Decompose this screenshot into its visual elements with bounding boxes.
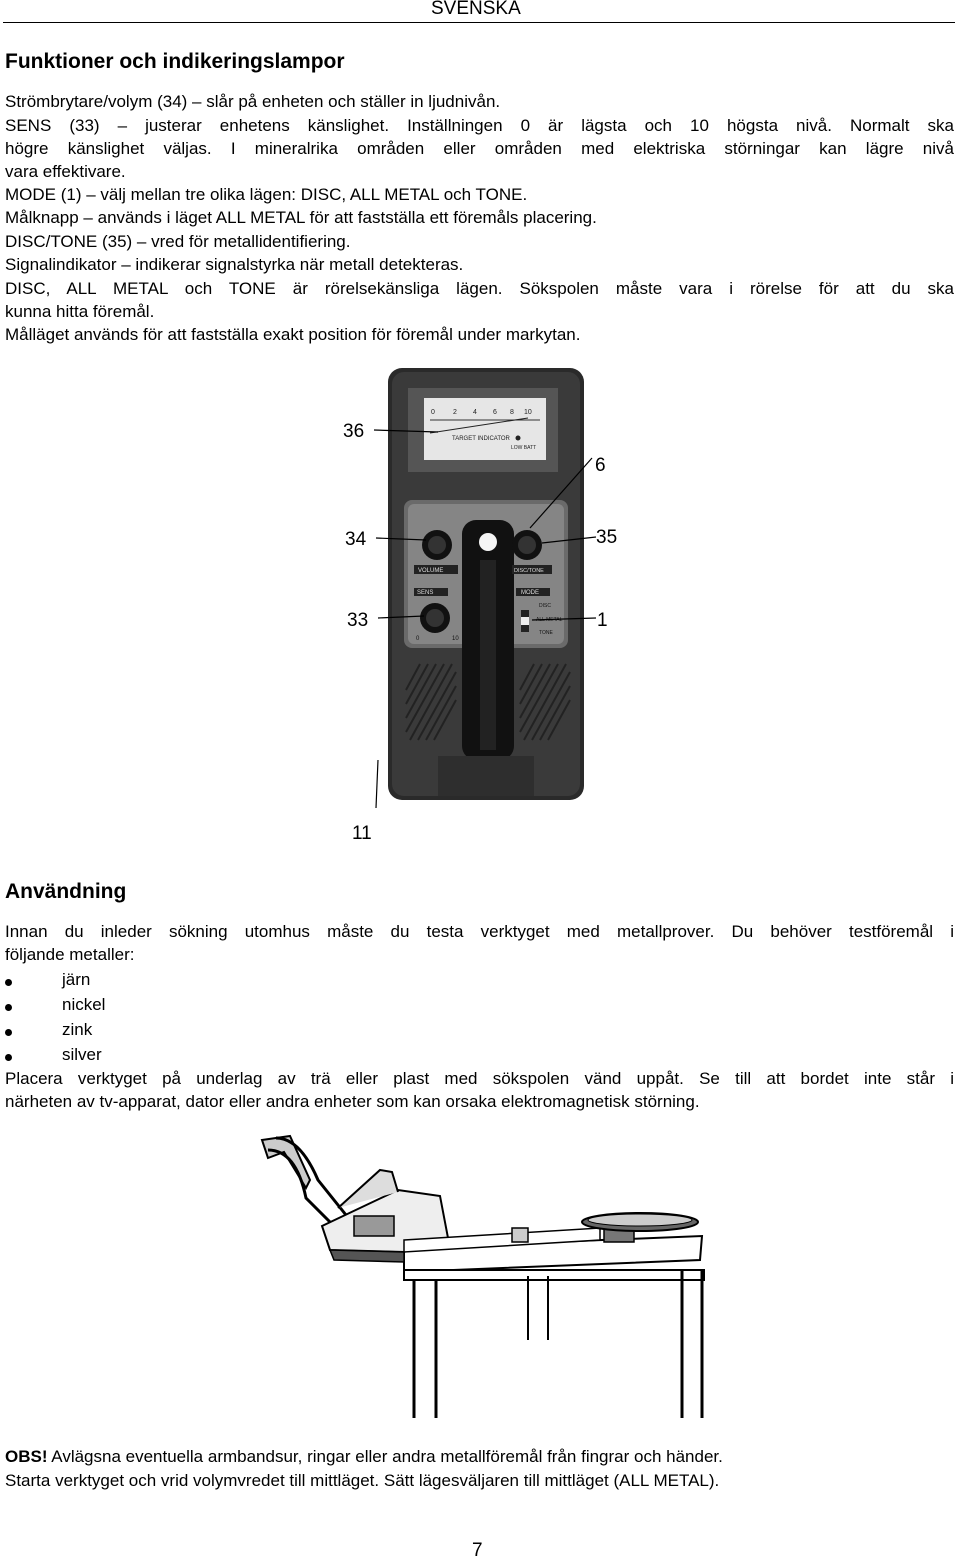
page-number: 7: [472, 1540, 483, 1561]
callout-35: 35: [596, 527, 618, 548]
text-line: Placera verktyget på underlag av trä eller plast med sökspolen vänd uppåt. Se till att bordet inte står i: [5, 1069, 954, 1088]
text-line: DISC, ALL METAL och TONE är rörelsekänsliga lägen. Sökspolen måste vara i rörelse för att du ska: [5, 279, 954, 298]
text-line: DISC/TONE (35) – vred för metallidentifiering.: [5, 232, 351, 251]
svg-text:LOW BATT: LOW BATT: [511, 445, 537, 451]
bullet-dot: [5, 979, 12, 986]
svg-text:0: 0: [416, 636, 420, 642]
header-divider: [3, 22, 955, 23]
note-line: [5, 1447, 723, 1467]
text-line: följande metaller:: [5, 945, 135, 964]
svg-text:MODE: MODE: [521, 590, 539, 596]
callout-11: 11: [352, 823, 372, 844]
note-text: Avlägsna eventuella armbandsur, ringar eller andra metallföremål från fingrar och händer.: [47, 1447, 723, 1466]
svg-text:6: 6: [493, 409, 497, 416]
svg-text:DISC: DISC: [539, 603, 551, 609]
text-line: MODE (1) – välj mellan tre olika lägen: DISC, ALL METAL och TONE.: [5, 185, 528, 204]
text-line: Innan du inleder sökning utomhus måste du testa verktyget med metallprover. Du behöver testföremål i: [5, 922, 954, 941]
text-line: Målläget används för att fastställa exakt position för föremål under markytan.: [5, 325, 581, 344]
text-line: Strömbrytare/volym (34) – slår på enheten och ställer in ljudnivån.: [5, 92, 501, 111]
svg-text:DISC/TONE: DISC/TONE: [514, 568, 544, 574]
control-panel-figure: [330, 360, 630, 850]
svg-text:ALL METAL: ALL METAL: [536, 617, 563, 623]
text-line: närheten av tv-apparat, dator eller andra enheter som kan orsaka elektromagnetisk störning.: [5, 1092, 700, 1111]
section-heading-usage: Användning: [5, 880, 127, 903]
section-heading-functions: Funktioner och indikeringslampor: [5, 50, 345, 73]
svg-text:2: 2: [453, 409, 457, 416]
svg-text:SENS: SENS: [417, 590, 434, 596]
callout-33: 33: [347, 610, 369, 631]
svg-text:8: 8: [510, 409, 514, 416]
svg-text:VOLUME: VOLUME: [418, 568, 444, 574]
callout-34: 34: [345, 529, 367, 550]
detector-on-table-figure: [255, 1128, 705, 1423]
text-line: vara effektivare.: [5, 162, 126, 181]
target-button: [479, 533, 497, 551]
header-language: SVENSKA: [431, 0, 521, 19]
note-label: OBS!: [5, 1447, 48, 1466]
svg-text:4: 4: [473, 409, 477, 416]
text-line: SENS (33) – justerar enhetens känslighet. Inställningen 0 är lägsta och 10 högsta nivå. Normalt ska: [5, 116, 954, 135]
svg-text:0: 0: [431, 409, 435, 416]
callout-6: 6: [595, 455, 606, 476]
bullet-dot: [5, 1004, 12, 1011]
text-line: Målknapp – används i läget ALL METAL för att fastställa ett föremåls placering.: [5, 208, 597, 227]
bullet-dot: [5, 1029, 12, 1036]
text-line: kunna hitta föremål.: [5, 302, 155, 321]
note-line: Starta verktyget och vrid volymvredet till mittläget. Sätt lägesväljaren till mittläget (ALL METAL).: [5, 1471, 720, 1490]
callout-1: 1: [597, 610, 608, 631]
svg-text:TARGET INDICATOR: TARGET INDICATOR: [452, 436, 510, 442]
callout-36: 36: [343, 421, 365, 442]
svg-text:10: 10: [452, 636, 459, 642]
bullet-dot: [5, 1054, 12, 1061]
svg-text:10: 10: [524, 409, 532, 416]
arm-rest: [262, 1136, 310, 1188]
text-line: Signalindikator – indikerar signalstyrka när metall detekteras.: [5, 255, 464, 274]
text-line: högre känslighet väljas. I mineralrika områden eller områden med elektriska störningar kan lägre nivå: [5, 139, 954, 158]
svg-text:TONE: TONE: [539, 630, 553, 636]
